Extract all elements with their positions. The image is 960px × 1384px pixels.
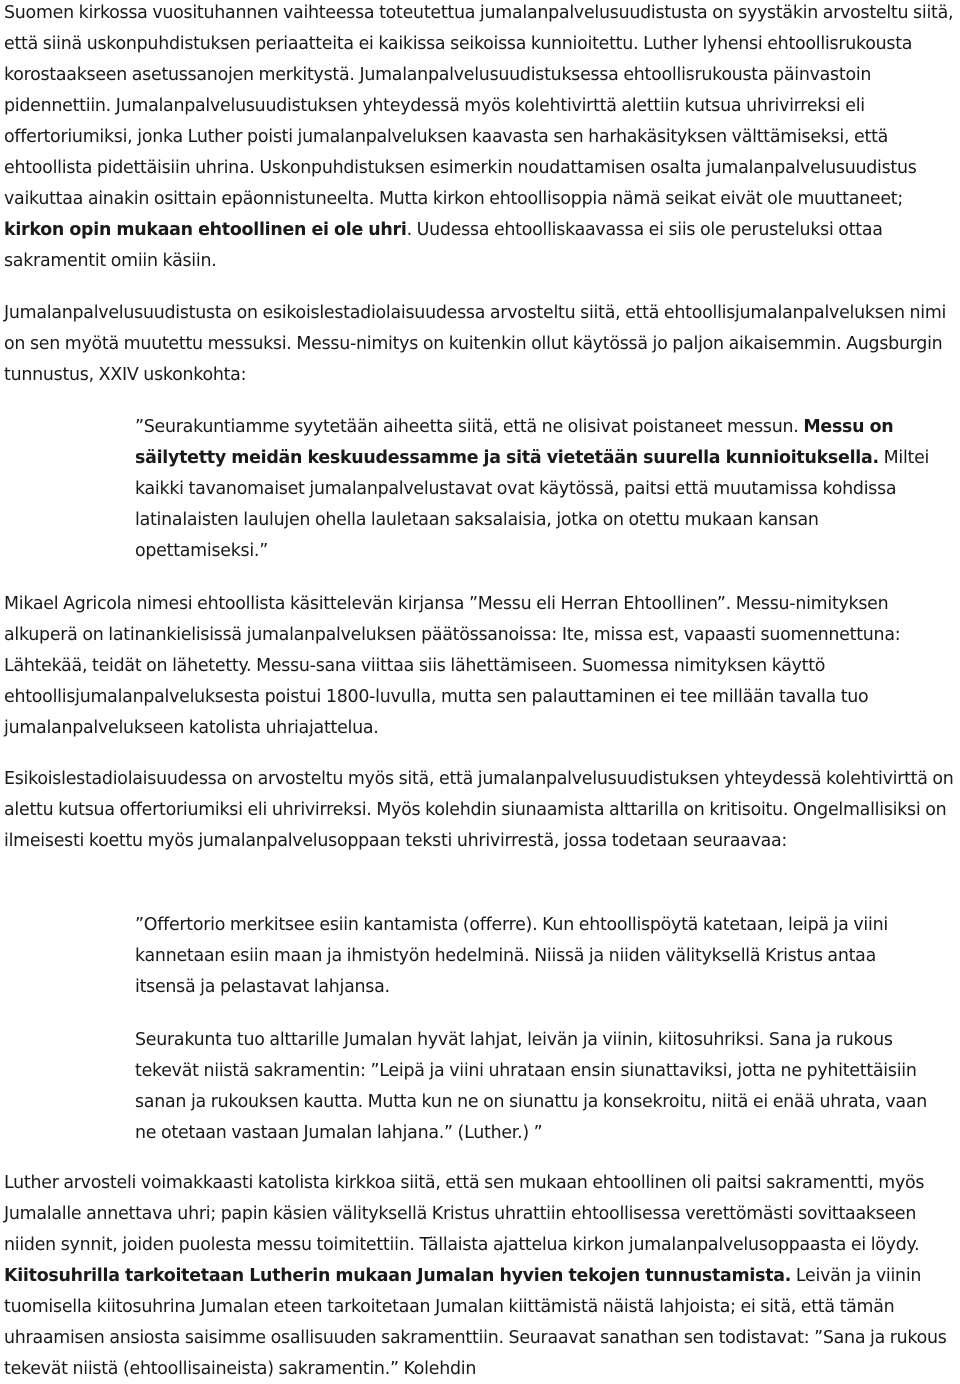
text-run: ”Offertorio merkitsee esiin kantamista (offerre). Kun ehtoollispöytä katetaan, leipä ja viini kannetaan esiin maan ja ihmistyön hedelminä. Niissä ja niiden välityksellä Kristus antaa itsensä ja pelastavat lahjansa. (135, 915, 888, 997)
paragraph-offertory-criticism (4, 764, 954, 857)
quote-augsburg-confession (135, 412, 935, 567)
bold-text-run: kirkon opin mukaan ehtoollinen ei ole uhri (4, 220, 407, 240)
text-run: Luther arvosteli voimakkaasti katolista kirkkoa siitä, että sen mukaan ehtoollinen oli paitsi sakramentti, myös Jumalalle annettava uhri; papin käsien välityksellä Kristus uhrattiin ehtoollisessa verettömästi sovittaakseen niiden synnit, joiden puolesta messu toimitettiin. Tällaista ajattelua kirkon jumalanpalvelusoppaasta ei löydy. (4, 1173, 925, 1255)
text-run: . Uudessa ehtoolliskaavassa ei siis ole perusteluksi ottaa sakramentit omiin käsiin. (4, 220, 883, 271)
quote-offertorio (135, 910, 935, 1003)
text-run: Seurakunta tuo alttarille Jumalan hyvät lahjat, leivän ja viinin, kiitosuhriksi. Sana ja rukous tekevät niistä sakramentin: ”Leipä ja viini uhrataan ensin siunattaviksi, jotta ne pyhitettäisiin sanan ja rukouksen kautta. Mutta kun ne on siunattu ja konsekroitu, niitä ei enää uhrata, vaan ne otetaan vastaan Jumalan lahjana.” (Luther.) ” (135, 1030, 928, 1143)
paragraph-luther-critique (4, 1168, 954, 1384)
text-run: Miltei kaikki tavanomaiset jumalanpalvelustavat ovat käytössä, paitsi että muutamissa kohdissa latinalaisten laulujen ohella lauletaan saksalaisia, jotka on otettu mukaan kansan opettamiseksi.” (135, 448, 930, 561)
text-run: Jumalanpalvelusuudistusta on esikoislestadiolaisuudessa arvosteltu siitä, että ehtoollisjumalanpalveluksen nimi on sen myötä muutettu messuksi. Messu-nimitys on kuitenkin ollut käytössä jo paljon aikaisemmin. Augsburgin tunnustus, XXIV uskonkohta: (4, 303, 947, 385)
text-run: Suomen kirkossa vuosituhannen vaihteessa toteutettua jumalanpalvelusuudistusta on syystäkin arvosteltu siitä, että siinä uskonpuhdistuksen periaatteita ei kaikissa seikoissa kunnioitettu. Luther lyhensi ehtoollisrukousta korostaakseen asetussanojen merkitystä. Jumalanpalvelusuudistuksessa ehtoollisrukousta päinvastoin pidennettiin. Jumalanpalvelusuudistuksen yhteydessä myös kolehtivirttä alettiin kutsua uhrivirreksi eli offertoriumiksi, jonka Luther poisti jumalanpalveluksen kaavasta sen harhakäsityksen välttämiseksi, että ehtoollista pidettäisiin uhrina. Uskonpuhdistuksen esimerkin noudattamisen osalta jumalanpalvelusuudistus vaikuttaa ainakin osittain epäonnistuneelta. Mutta kirkon ehtoollisoppia nämä seikat eivät ole muuttaneet; (4, 3, 954, 209)
text-run: ”Seurakuntiamme syytetään aiheetta siitä, että ne olisivat poistaneet messun. (135, 417, 804, 437)
quote-seurakunta (135, 1025, 935, 1149)
bold-text-run: Messu on säilytetty meidän keskuudessamme ja sitä vietetään suurella kunnioituksella. (135, 417, 894, 468)
text-run: Esikoislestadiolaisuudessa on arvosteltu myös sitä, että jumalanpalvelusuudistuksen yhteydessä kolehtivirttä on alettu kutsua offertoriumiksi eli uhrivirreksi. Myös kolehdin siunaamista alttarilla on kritisoitu. Ongelmallisiksi on ilmeisesti koettu myös jumalanpalvelusoppaan teksti uhrivirrestä, jossa todetaan seuraavaa: (4, 769, 954, 851)
text-run: Leivän ja viinin tuomisella kiitosuhrina Jumalan eteen tarkoitetaan Jumalan kiittämistä näistä lahjoista; ei sitä, että tämän uhraamisen ansiosta saisimme osallisuuden sakramenttiin. Seuraavat sanathan sen todistavat: ”Sana ja rukous tekevät niistä (ehtoollisaineista) sakramentin.” Kolehdin (4, 1266, 947, 1379)
paragraph-eucharist-reform (4, 0, 954, 277)
paragraph-agricola (4, 589, 954, 744)
paragraph-messu-name (4, 298, 954, 391)
bold-text-run: Kiitosuhrilla tarkoitetaan Lutherin mukaan Jumalan hyvien tekojen tunnustamista. (4, 1266, 792, 1286)
text-run: Mikael Agricola nimesi ehtoollista käsittelevän kirjansa ”Messu eli Herran Ehtoollinen”. Messu-nimityksen alkuperä on latinankielisissä jumalanpalveluksen päätössanoissa: Ite, missa est, vapaasti suomennettuna: Lähtekää, teidät on lähetetty. Messu-sana viittaa siis lähettämiseen. Suomessa nimityksen käyttö ehtoollisjumalanpalveluksesta poistui 1800-luvulla, mutta sen palauttaminen ei tee millään tavalla tuo jumalanpalvelukseen katolista uhriajattelua. (4, 594, 901, 738)
